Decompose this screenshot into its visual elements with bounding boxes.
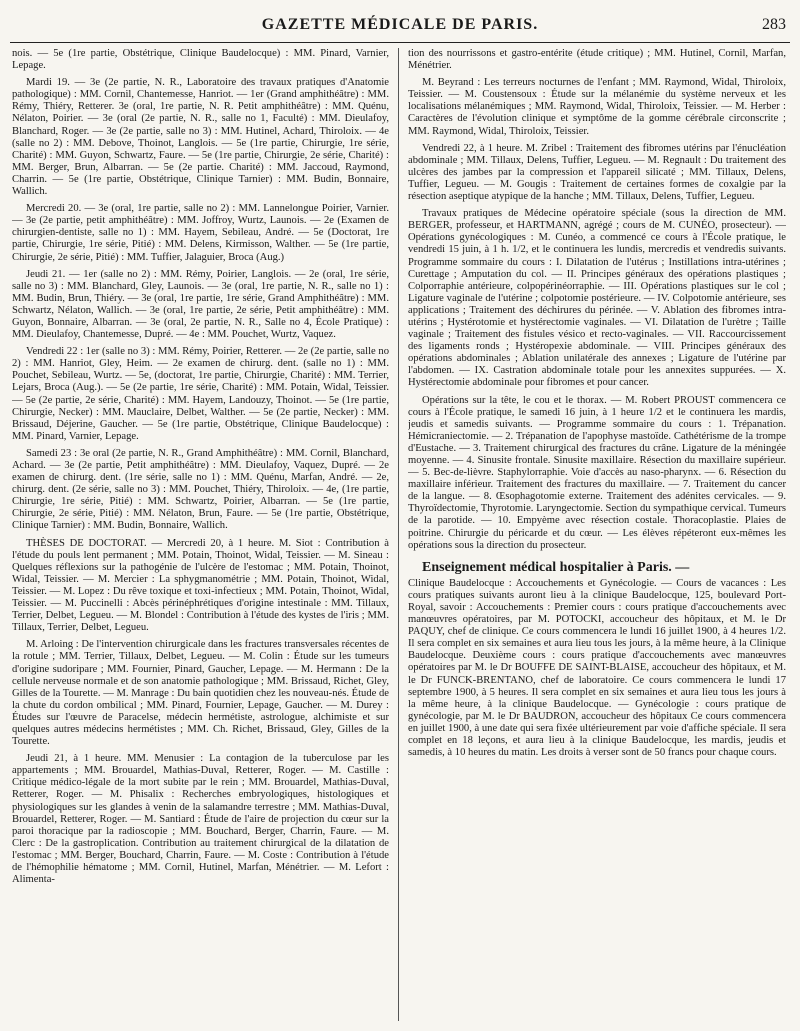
- paragraph: Travaux pratiques de Médecine opératoire spéciale (sous la direction de MM. BERGER, professeur, et HARTMANN, agrégé ; cours de M. CUNÉO, prosecteur). — Opérations gynécologiques : M. Cunéo, a commencé ce cours à l'École pratique, le vendredi 15 juin, à 1 h. 1/2, et le continuera les lundis, mercredis et vendredis suivants. Programme sommaire du cours : I. Dilatation de l'utérus ; Instillations intra-utérines ; Curettage ; Amputation du col. — II. Principes généraux des opérations plastiques ; Colporraphie antérieure, colpopérinéorraphie. — III. Opérations plastiques sur le col ; Ligature vaginale de l'utérine ; colpotomie postérieure. — IV. Colpotomie antérieure, ses applications ; Traitement des déchirures du périnée. — V. Ablation des fibromes intra-utérins ; Hystérotomie et hystérectomie vaginales. — VI. Dilatation de l'urètre ; Taille vaginale ; Traitement des fistules vésico et recto-vaginales. — VII. Raccourcissement des ligaments ronds ; Hystéropexie abdominale. — VIII. Principes généraux des opérations abdominales ; Ablation unilatérale des annexes ; Ligature de l'utérine par l'abdomen. — IX. Castration abdominale totale pour les annexites suppurées. — X. Hystérectomie abdominale pour fibromes et pour cancer.: [408, 208, 786, 389]
- journal-title: GAZETTE MÉDICALE DE PARIS.: [261, 16, 539, 33]
- right-column: [408, 48, 786, 1023]
- paragraph: Vendredi 22 : 1er (salle no 3) : MM. Rémy, Poirier, Retterer. — 2e (2e partie, salle no 2) : MM. Hanriot, Gley, Heim. — 2e examen de chirurg. dent. (salle no 1) : MM. Pouchet, Sebileau, Wurtz. — 5e, (doctorat, 1re partie, Chirurgie, Charité) : MM. Terrier, Lejars, Broca (Aug.). — 5e (2e partie, 1re série, Charité) : MM. Potain, Widal, Teissier. — 5e (2e partie, 2e série, Charité) : MM. Hayem, Landouzy, Thoinot. — 5e (1re partie, Chirurgie, Necker) : MM. Mauclaire, Delbet, Walther. — 5e (2e partie, Necker) : MM. Brissaud, Déjerine, Gaucher. — 5e (1re partie, Obstétrique, Clinique Baudelocque) : MM. Pinard, Varnier, Lepage.: [12, 346, 389, 442]
- paragraph: Jeudi 21, à 1 heure. MM. Menusier : La contagion de la tuberculose par les appartements ; MM. Brouardel, Mathias-Duval, Retterer, Roger. — M. Castille : Critique médico-légale de la mort subite par le rein ; MM. Brouardel, Mathias-Duval, Retterer, Roger. — M. Phisalix : Recherches embryologiques, histologiques et physiologiques sur les glandes à venin de la salamandre terrestre ; MM. Mathias-Duval, Brouardel, Retterer, Roger. — M. Santiard : Étude de l'aire de projection du cœur sur la paroi thoracique par la radioscopie ; MM. Bouchard, Berger, Charrin, Faure. — M. Clerc : De la gastroplication. Contribution au traitement chirurgical de la dilatation de l'estomac ; MM. Berger, Bouchard, Charrin, Faure. — M. Coste : Contribution à l'étude de l'hémophilie hématome ; MM. Cornil, Hutinel, Marfan, Ménétrier. — M. Lefort : Alimenta-: [12, 753, 389, 886]
- column-divider: [398, 48, 399, 1021]
- paragraph: Opérations sur la tête, le cou et le thorax. — M. Robert PROUST commencera ce cours à l'École pratique, le samedi 16 juin, à 1 heure 1/2 et le continuera les mardis, jeudis et samedis suivants. — Programme sommaire du cours : 1. Trépanation. Hémicraniectomie. — 2. Trépanation de l'apophyse mastoïde. Cathétérisme de la trompe d'Eustache. — 3. Traitement chirurgical des fractures du crâne. Ligature de la méningée moyenne. — 4. Sinusite frontale. Sinusite maxillaire. Résection du maxillaire supérieur. — 5. Bec-de-lièvre. Staphylorraphie. Voie d'accès au naso-pharynx. — 6. Résection du maxillaire inférieur. Traitement des fractures du maxillaire. — 7. Traitement du cancer de la langue. — 8. Œsophagotomie externe. Traitement des adénites cervicales. — 9. Thyroïdectomie, Thyrotomie. Laryngectomie. Section du sympathique cervical. Tumeurs de la parotide. — 10. Empyème avec résection costale. Thoracoplastie. Plaies de poitrine. Chirurgie du péricarde et du cœur. — Les élèves répéteront eux-mêmes les opérations sous la direction du prosecteur.: [408, 394, 786, 551]
- paragraph: Vendredi 22, à 1 heure. M. Zribel : Traitement des fibromes utérins par l'énucléation abdominale ; MM. Tillaux, Delens, Tuffier, Legueu. — M. Regnault : Du traitement des ulcères des jambes par la compression et l'appareil silicaté ; MM. Tillaux, Delens, Tuffier, Legueu. — M. Gougis : Traitement de certaines formes de coxalgie par la résection aseptique atypique de la hanche ; MM. Tillaux, Delens, Tuffier, Legueu.: [408, 142, 786, 203]
- paragraph: Jeudi 21. — 1er (salle no 2) : MM. Rémy, Poirier, Langlois. — 2e (oral, 1re série, salle no 3) : MM. Blanchard, Gley, Launois. — 3e (oral, 1re partie, N. R., salle no 1) : MM. Budin, Brun, Thiéry. — 3e (oral, 1re partie, 1re série, Grand Amphithéâtre) : MM. Schwartz, Nélaton, Wallich. — 3e (oral, 1re partie, 2e série, Petit amphithéâtre) : MM. Guyon, Bonnaire, Albarran. — 3e (oral, 2e partie, N. R., Salle no 4, École Pratique) : MM. Dieulafoy, Chantemesse, Dupré. — 4e : MM. Pouchet, Wurtz, Vaquez.: [12, 268, 389, 341]
- paragraph: Mercredi 20. — 3e (oral, 1re partie, salle no 2) : MM. Lannelongue Poirier, Varnier. — 3e (2e partie, petit amphithéâtre) : MM. Joffroy, Wurtz, Launois. — 2e (Examen de chirurgien-dentiste, salle no 1) : MM. Hayem, Sebileau, André. — 5e (Doctorat, 1re partie, Chirurgie, 1re série, Pitié) : MM. Delens, Kirmisson, Walther. — 5e (1re partie, Chirurgie, 2e série, Pitié) : MM. Tuffier, Jalaguier, Broca (Aug.): [12, 203, 389, 263]
- paragraph: M. Beyrand : Les terreurs nocturnes de l'enfant ; MM. Raymond, Widal, Thiroloix, Teissier. — M. Coustensoux : Étude sur la mélanémie du système nerveux et les localisations mélanémiques ; MM. Raymond, Widal, Thiroloix, Teissier. — M. Herber : Caractères de l'évolution clinique et symptôme de la gomme cérébrale circonscrite ; MM. Raymond, Widal, Thiroloix, Teissier.: [408, 77, 786, 137]
- paragraph: tion des nourrissons et gastro-entérite (étude critique) ; MM. Hutinel, Cornil, Marfan, Ménétrier.: [408, 48, 786, 72]
- paragraph: Mardi 19. — 3e (2e partie, N. R., Laboratoire des travaux pratiques d'Anatomie pathologique) : MM. Cornil, Chantemesse, Hanriot. — 1er (Grand amphithéâtre) : MM. Rémy, Thiéry, Retterer. 3e (oral, 1re partie, N. R. Petit amphithéâtre) : MM. Quénu, Nélaton, Poirier. — 3e (oral (2e partie, N. R., salle no 1, Faculté) : MM. Dieulafoy, Blanchard, Roger. — 3e (2e partie, salle no 3) : MM. Hutinel, Achard, Thiroloix. — 4e (salle no 2) : MM. Debove, Thoinot, Langlois. — 5e (1re partie, Chirurgie, 1re série, Charité) : MM. Guyon, Schwartz, Faure. — 5e (1re partie, Chirurgie, 2e série, Charité) : MM. Berger, Brun, Albarran. — 5e (2e partie. Charité) : MM. Jaccoud, Raymond, Charrin. — 5e (1re partie, Obstétrique, Clinique Tarnier) : MM. Budin, Bonnaire, Wallich.: [12, 77, 389, 198]
- section-heading: Enseignement médical hospitalier à Paris. —: [422, 559, 690, 575]
- left-column: [12, 48, 389, 1023]
- paragraph: Clinique Baudelocque : Accouchements et Gynécologie. — Cours de vacances : Les cours pratiques suivants auront lieu à la clinique Baudelocque, 125, boulevard Port-Royal, savoir : Accouchements : Premier cours : cours pratique d'accouchements avec manœuvres opératoires, par M. POTOCKI, accoucheur des hôpitaux, et M. le Dr PAQUY, chef de clinique. Ce cours commencera le lundi 16 juillet 1900, à 4 heures 1/2. Il sera complet en six semaines et aura lieu tous les jours, à la même heure, à la Clinique Baudelocque. Deuxième cours : cours pratique d'accouchements avec manœuvres opératoires par M. le Dr BOUFFE DE SAINT-BLAISE, accoucheur des hôpitaux, et M. le Dr FUNCK-BRENTANO, chef de laboratoire. Ce cours commencera le lundi 17 septembre 1900, à 5 heures. Il sera complet en six semaines et aura lieu tous les jours à la même heure, à la clinique Baudelocque. — Gynécologie : cours pratique de gynécologie, par M. le Dr BAUDRON, accoucheur des hôpitaux Ce cours commencera en juillet 1900, à une date qui sera fixée ultérieurement par voie d'affiche spéciale. Il sera complet en 18 leçons, et aura lieu à la clinique Baudelocque, les mardis, jeudis et samedis, à 10 heures du matin. Les droits à verser sont de 50 francs pour chaque cours.: [408, 577, 786, 759]
- page-number: 283: [762, 16, 786, 33]
- paragraph: Samedi 23 : 3e oral (2e partie, N. R., Grand Amphithéâtre) : MM. Cornil, Blanchard, Achard. — 3e (2e partie, Petit amphithéâtre) : MM. Dieulafoy, Vaquez, Dupré. — 2e examen de chirurg. dent. (1re série, salle no 1) : MM. Quénu, Marfan, André. — 2e, chirurg. dent. (2e série, salle no 3) : MM. Pouchet, Thiéry, Thiroloix. — 4e, (1re partie, Chirurgie, 1re série, Pitié) : MM. Schwartz, Poirier, Albarran. — 5e (1re partie, Chirurgie, 2e série, Pitié) : MM. Nélaton, Brun, Faure. — 5e (1re partie, Obstétrique, Clinique Tarnier) : MM. Budin, Bonnaire, Wallich.: [12, 447, 389, 532]
- paragraph: nois. — 5e (1re partie, Obstétrique, Clinique Baudelocque) : MM. Pinard, Varnier, Lepage.: [12, 48, 389, 72]
- paragraph: M. Arloing : De l'intervention chirurgicale dans les fractures transversales récentes de la rotule ; MM. Terrier, Tillaux, Delbet, Legueu. — M. Colin : Étude sur les tumeurs d'origine sudoripare ; MM. Fournier, Pinard, Gaucher, Lepage. — M. Hermann : De la cellule nerveuse normale et de son anatomie pathologique ; MM. Brissaud, Richet, Gley, Gilles de la Tourette. — M. Manrage : Du bain quotidien chez les nouveau-nés. Étude de la chute du cordon ombilical ; MM. Pinard, Fournier, Lepage, Gaucher. — M. Durey : Études sur l'œuvre de Paracelse, médecin hermétiste, astrologue, alchimiste et sur quelques autres médecins hermétistes ; MM. Ch. Richet, Brissaud, Gley, Gilles de la Tourette.: [12, 639, 389, 748]
- paragraph: THÈSES DE DOCTORAT. — Mercredi 20, à 1 heure. M. Siot : Contribution à l'étude du pouls lent permanent ; MM. Potain, Thoinot, Widal, Teissier. — M. Sineau : Quelques réflexions sur la pathogénie de l'ulcère de l'estomac ; MM. Potain, Thoinot, Widal, Teissier. — M. Mercier : La sphygmanométrie ; MM. Potain, Thoinot, Widal, Teissier. — M. Lopez : Du rêve toxique et toxi-infectieux ; MM. Potain, Thoinot, Widal, Teissier. — M. Puccinelli : Abcès périnéphrétiques d'origine intestinale : MM. Tillaux, Terrier, Delbet, Legueu. — M. Blondel : Contribution à l'étude des kystes de l'iris ; MM. Tillaux, Terrier, Delbet, Legueu.: [12, 537, 389, 634]
- page-header: [10, 10, 790, 43]
